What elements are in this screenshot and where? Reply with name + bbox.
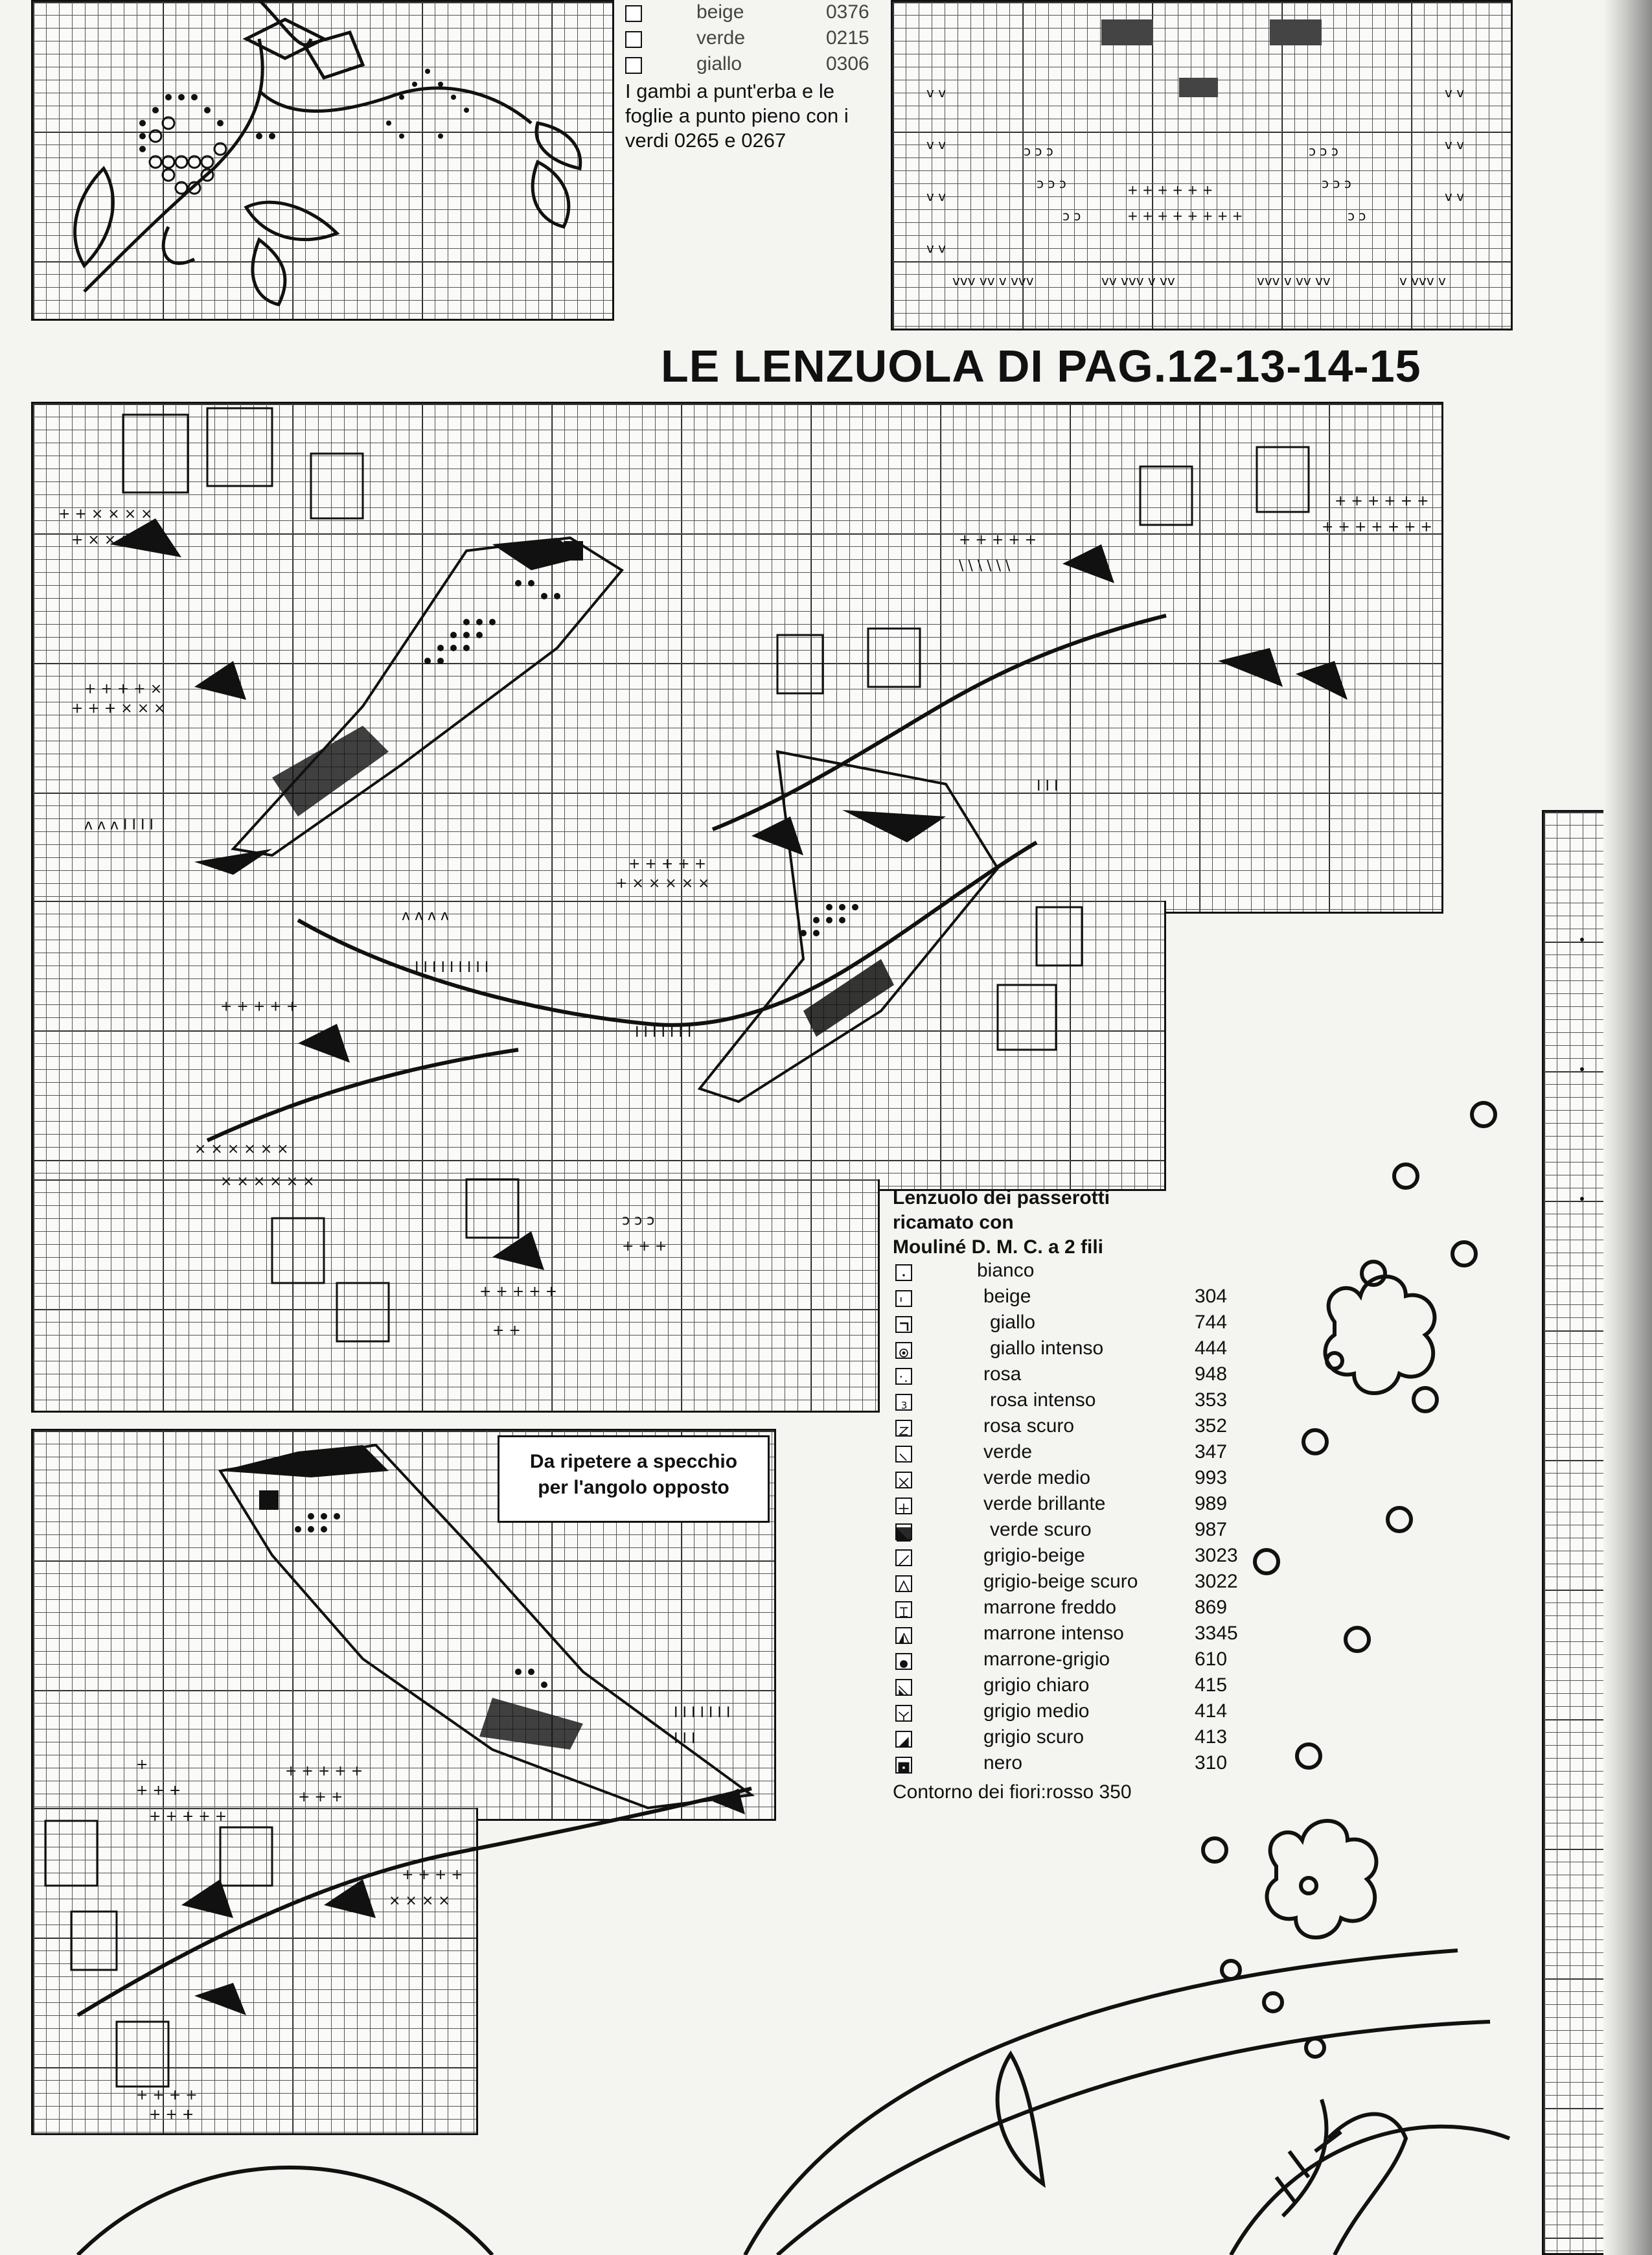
top-legend-name: giallo	[696, 53, 742, 75]
legend-color-code: 610	[1195, 1648, 1228, 1670]
svg-text:+ + +: + + +	[298, 1789, 343, 1805]
svg-text:+ + + + + +: + + + + + +	[1127, 182, 1213, 198]
legend-color-code: 3023	[1195, 1545, 1238, 1566]
legend-color-code: 413	[1195, 1726, 1228, 1748]
legend-color-code: 3345	[1195, 1623, 1238, 1644]
svg-text:v v: v v	[926, 85, 946, 100]
svg-text:+ + + +: + + + +	[402, 1867, 463, 1883]
svg-text:vv vvv v vv: vv vvv v vv	[1101, 273, 1175, 288]
svg-text:+ + + + ×: + + + + ×	[84, 681, 163, 697]
legend-color-code: 414	[1195, 1700, 1228, 1722]
legend-color-name: rosa intenso	[990, 1389, 1096, 1411]
svg-text:v vvv v: v vvv v	[1399, 273, 1446, 288]
svg-text:I I I: I I I	[674, 1731, 696, 1747]
legend-color-code: 948	[1195, 1363, 1228, 1385]
legend-color-code: 347	[1195, 1441, 1228, 1463]
top-legend-code: 0215	[826, 27, 869, 49]
svg-text:+ + +: + + +	[149, 2107, 194, 2123]
svg-text:+ + + × × ×: + + + × × ×	[71, 700, 166, 717]
legend-color-code: 444	[1195, 1337, 1228, 1359]
legend-color-name: rosa	[983, 1363, 1022, 1385]
legend-color-code: 415	[1195, 1674, 1228, 1696]
legend-color-name: bianco	[977, 1260, 1035, 1281]
legend-color-name: nero	[983, 1752, 1023, 1774]
svg-text:+ + + + + + + +: + + + + + + + +	[1127, 208, 1243, 224]
svg-text:3: 3	[901, 1399, 908, 1411]
legend-color-code: 993	[1195, 1467, 1228, 1488]
svg-text:+ + + + +: + + + + +	[959, 532, 1037, 548]
svg-text:ɔ ɔ ɔ: ɔ ɔ ɔ	[1037, 176, 1066, 191]
svg-text:\ \ \ \ \ \: \ \ \ \ \ \	[959, 558, 1011, 574]
svg-text:+ + + + +: + + + + +	[285, 1763, 363, 1779]
legend-color-code: 352	[1195, 1415, 1228, 1437]
legend-color-code: 304	[1195, 1286, 1228, 1307]
svg-text:v v: v v	[1445, 85, 1465, 100]
svg-text:v v: v v	[1445, 189, 1465, 204]
legend-color-name: verde scuro	[990, 1519, 1092, 1540]
note-line: I gambi a punt'erba e le	[625, 80, 835, 102]
legend-color-name: giallo	[990, 1312, 1036, 1333]
legend-color-name: rosa scuro	[983, 1415, 1075, 1437]
svg-text:I I I I I I I: I I I I I I I	[674, 1705, 731, 1721]
svg-text:+ × × × × ×: + × × × × ×	[615, 875, 710, 892]
svg-text:v v: v v	[926, 137, 946, 152]
svg-text:v v: v v	[926, 189, 946, 204]
svg-text:+ + + +: + + + +	[136, 2087, 198, 2103]
legend-color-name: giallo intenso	[990, 1337, 1104, 1359]
svg-text:ʌ ʌ ʌ ʌ: ʌ ʌ ʌ ʌ	[402, 908, 450, 924]
legend-color-code: 3022	[1195, 1571, 1238, 1592]
top-legend-name: beige	[696, 1, 744, 23]
svg-text:+ + + + + +: + + + + + +	[1335, 493, 1429, 509]
legend-color-name: grigio-beige scuro	[983, 1571, 1138, 1592]
mirror-note-line: per l'angolo opposto	[538, 1477, 729, 1498]
legend-color-code: 310	[1195, 1752, 1228, 1774]
svg-text:ʌ ʌ ʌ I I I I: ʌ ʌ ʌ I I I I	[84, 817, 154, 833]
svg-text:+ + +: + + +	[136, 1783, 181, 1799]
svg-text:ɔ ɔ: ɔ ɔ	[1348, 208, 1366, 224]
svg-text:ɔ ɔ ɔ: ɔ ɔ ɔ	[1024, 143, 1053, 159]
svg-text:× × × ×: × × × ×	[389, 1893, 450, 1909]
svg-text:+ + +: + + +	[622, 1238, 667, 1255]
legend-color-name: verde brillante	[983, 1493, 1106, 1514]
note-line: verdi 0265 e 0267	[625, 129, 786, 152]
svg-text:+ +: + +	[492, 1323, 521, 1339]
legend-color-name: grigio medio	[983, 1700, 1090, 1722]
svg-text:I I I I I I I: I I I I I I I	[635, 1024, 692, 1041]
legend-color-name: marrone freddo	[983, 1597, 1117, 1618]
legend-color-name: marrone-grigio	[983, 1648, 1110, 1670]
top-legend-name: verde	[696, 27, 746, 49]
top-legend-code: 0306	[826, 53, 869, 75]
legend-color-code: 987	[1195, 1519, 1228, 1540]
svg-text:+ + + + +: + + + + +	[149, 1809, 227, 1825]
svg-text:vvv vv v vvv: vvv vv v vvv	[952, 273, 1034, 288]
mirror-note-line: Da ripetere a specchio	[529, 1451, 738, 1472]
page-title: LE LENZUOLA DI PAG.12-13-14-15	[661, 341, 1421, 391]
svg-text:ɔ ɔ ɔ: ɔ ɔ ɔ	[622, 1212, 655, 1229]
svg-text:v v: v v	[926, 240, 946, 256]
legend-color-code: 989	[1195, 1493, 1228, 1514]
legend-color-code: 869	[1195, 1597, 1228, 1618]
legend-heading: Lenzuolo dei passerotti	[893, 1187, 1110, 1208]
svg-text:× × × × × ×: × × × × × ×	[194, 1141, 289, 1157]
legend-color-name: verde	[983, 1441, 1033, 1463]
legend-color-name: grigio scuro	[983, 1726, 1084, 1748]
svg-text:ɔ ɔ: ɔ ɔ	[1062, 208, 1081, 224]
legend-color-name: grigio chiaro	[983, 1674, 1090, 1696]
svg-text:v v: v v	[1445, 137, 1465, 152]
svg-text:vvv v vv vv: vvv v vv vv	[1257, 273, 1331, 288]
legend-color-name: verde medio	[983, 1467, 1091, 1488]
svg-text:+ + + + +: + + + + +	[220, 999, 299, 1015]
svg-text:+ + + + +: + + + + +	[479, 1284, 558, 1300]
svg-text:+ × × × ×: + × × × ×	[71, 532, 150, 548]
svg-text:I I I: I I I	[1037, 778, 1059, 794]
note-line: foglie a punto pieno con i	[625, 104, 849, 127]
legend-color-name: grigio-beige	[983, 1545, 1085, 1566]
legend-heading: Mouliné D. M. C. a 2 fili	[893, 1236, 1104, 1258]
legend-color-code: 353	[1195, 1389, 1228, 1411]
top-legend-code: 0376	[826, 1, 869, 23]
legend-heading: ricamato con	[893, 1212, 1014, 1233]
svg-text:+ + + + + + +: + + + + + + +	[1322, 519, 1432, 535]
svg-text:+: +	[136, 1757, 148, 1773]
svg-text:+ + × × × ×: + + × × × ×	[58, 506, 153, 522]
legend-color-name: marrone intenso	[983, 1623, 1124, 1644]
svg-text:ɔ ɔ ɔ: ɔ ɔ ɔ	[1322, 176, 1351, 191]
svg-text:× × × × × ×: × × × × × ×	[220, 1174, 315, 1190]
svg-text:+ + + + +: + + + + +	[628, 856, 707, 872]
legend-color-code: 744	[1195, 1312, 1228, 1333]
legend-color-name: beige	[983, 1286, 1031, 1307]
svg-text:ɔ ɔ ɔ: ɔ ɔ ɔ	[1309, 143, 1338, 159]
svg-text:I I I I I I I I I: I I I I I I I I I	[415, 960, 489, 976]
legend-footer: Contorno dei fiori:rosso 350	[893, 1781, 1132, 1803]
